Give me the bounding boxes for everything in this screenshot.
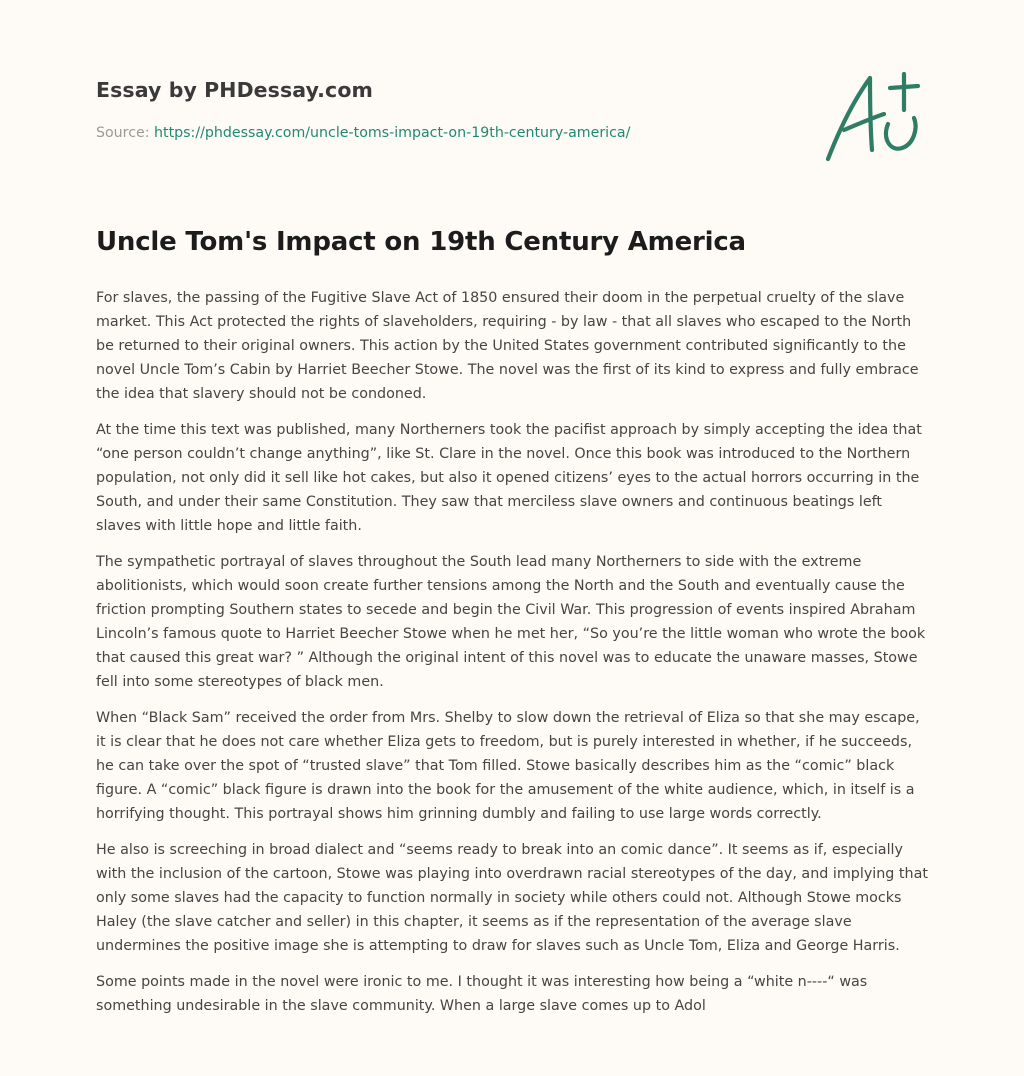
essay-paragraph: At the time this text was published, many Northerners took the pacifist approach by simply accepting the idea that “one person couldn’t change anything”, like St. Clare in the novel. Once this book was introduced to the Northern population, not only did it sell like hot cakes, but also it opened citizens’ eyes to the actual horrors occurring in the South, and under their same Constitution. They saw that merciless slave owners and continuous beatings left slaves with little hope and little faith. bbox=[96, 422, 922, 534]
a-plus-grade-icon bbox=[818, 66, 930, 166]
essay-paragraph: He also is screeching in broad dialect and “seems ready to break into an comic dance”. It seems as if, especially with the inclusion of the cartoon, Stowe was playing into overdrawn racial stereotypes of the day, and implying that only some slaves had the capacity to function normally in society while others could not. Although Stowe mocks Haley (the slave catcher and seller) in this chapter, it seems as if the representation of the average slave undermines the positive image she is attempting to draw for slaves such as Uncle Tom, Eliza and George Harris. bbox=[96, 842, 928, 954]
essay-paragraph: When “Black Sam” received the order from Mrs. Shelby to slow down the retrieval of Eliza so that she may escape, it is clear that he does not care whether Eliza gets to freedom, but is purely interested in whether, if he succeeds, he can take over the spot of “trusted slave” that Tom filled. Stowe basically describes him as the “comic” black figure. A “comic” black figure is drawn into the book for the amusement of the white audience, which, in itself is a horrifying thought. This portrayal shows him grinning dumbly and failing to use large words correctly. bbox=[96, 710, 920, 822]
essay-article bbox=[96, 222, 928, 1030]
page-header bbox=[96, 76, 736, 143]
source-link[interactable]: https://phdessay.com/uncle-toms-impact-on-19th-century-america/ bbox=[154, 125, 631, 141]
site-brand: Essay by PHDessay.com bbox=[96, 78, 373, 102]
essay-paragraph: For slaves, the passing of the Fugitive Slave Act of 1850 ensured their doom in the perpetual cruelty of the slave market. This Act protected the rights of slaveholders, requiring - by law - that all slaves who escaped to the North be returned to their original owners. This action by the United States government contributed significantly to the novel Uncle Tom’s Cabin by Harriet Beecher Stowe. The novel was the first of its kind to express and fully embrace the idea that slavery should not be condoned. bbox=[96, 290, 919, 402]
essay-paragraph: Some points made in the novel were ironic to me. I thought it was interesting how being a “white n----“ was something undesirable in the slave community. When a large slave comes up to Adol bbox=[96, 974, 868, 1014]
essay-title: Uncle Tom's Impact on 19th Century America bbox=[96, 227, 746, 257]
source-label: Source: bbox=[96, 125, 150, 141]
source-line bbox=[96, 123, 736, 143]
essay-paragraph: The sympathetic portrayal of slaves throughout the South lead many Northerners to side with the extreme abolitionists, which would soon create further tensions among the North and the South and eventually cause the friction prompting Southern states to secede and begin the Civil War. This progression of events inspired Abraham Lincoln’s famous quote to Harriet Beecher Stowe when he met her, “So you’re the little woman who wrote the book that caused this great war? ” Although the original intent of this novel was to educate the unaware masses, Stowe fell into some stereotypes of black men. bbox=[96, 554, 926, 690]
